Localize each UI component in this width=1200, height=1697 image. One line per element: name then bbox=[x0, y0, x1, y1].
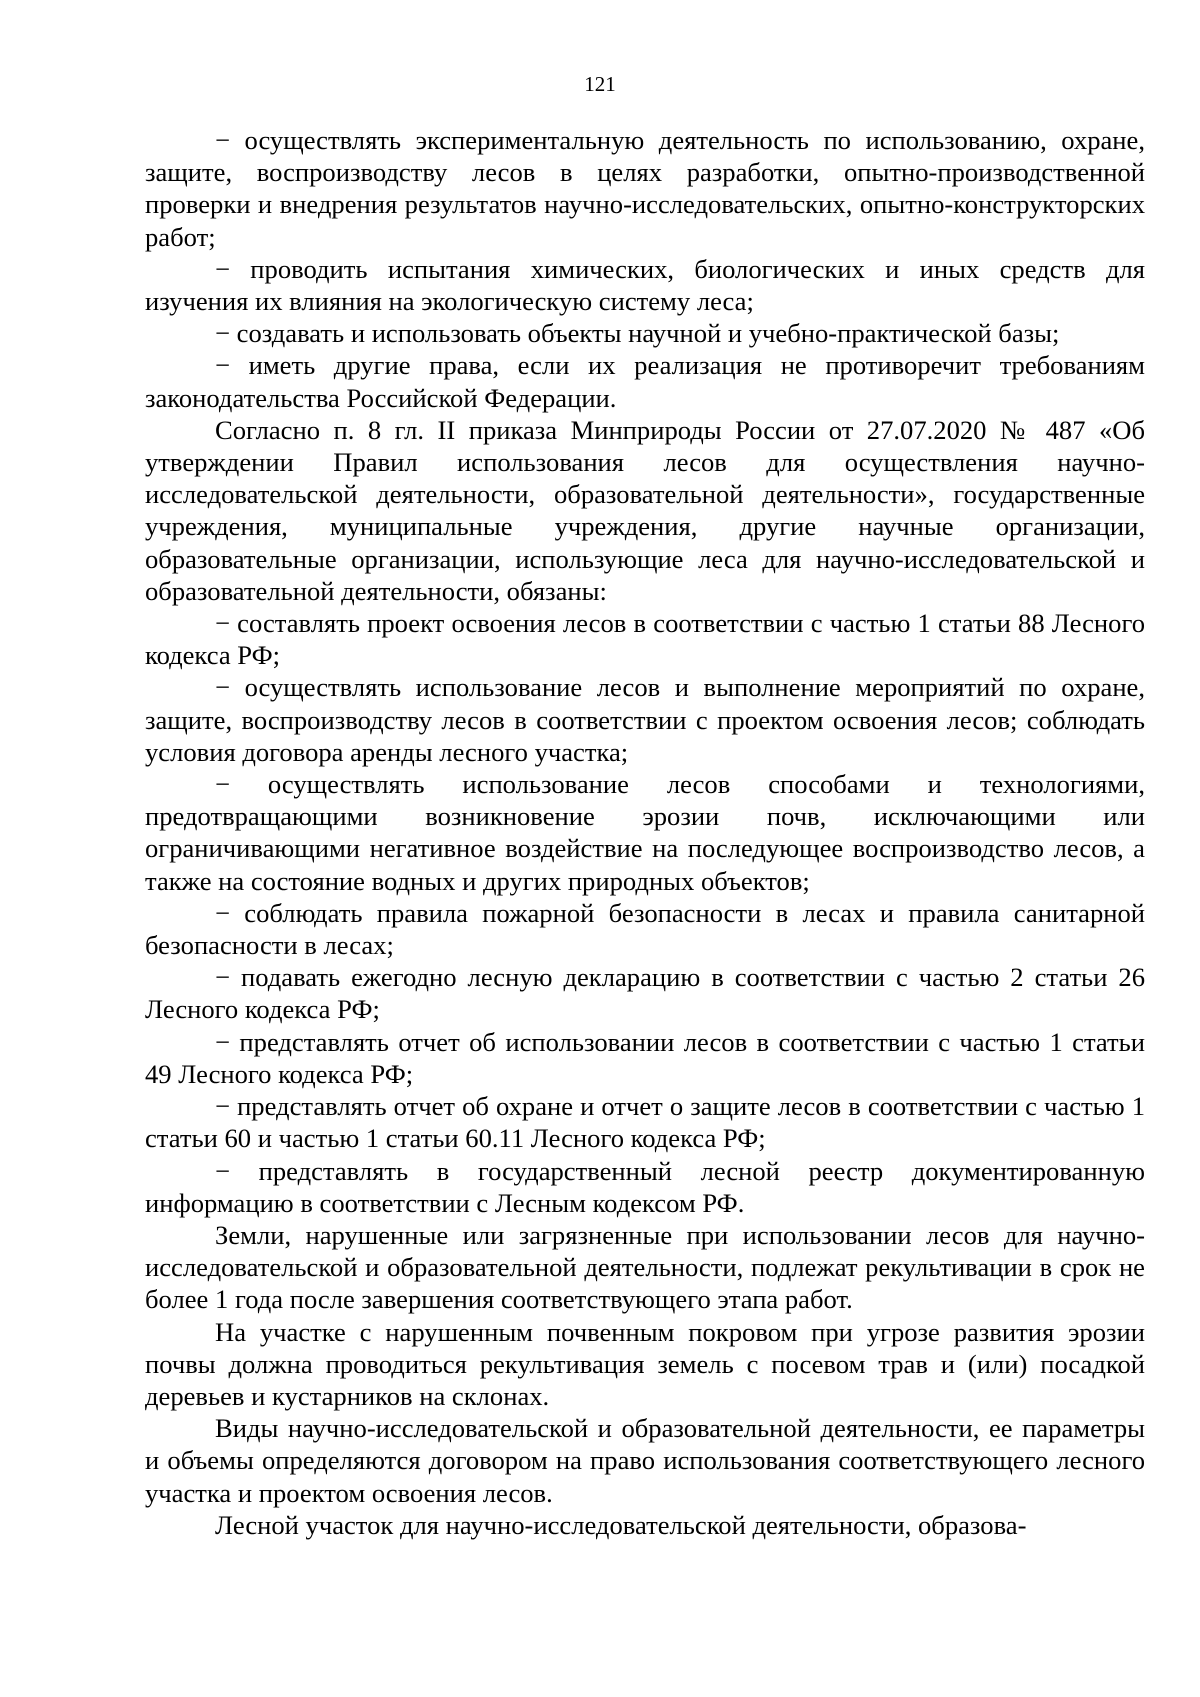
paragraph-9: − соблюдать правила пожарной безопасности в лесах и правила санитарной безопасности в лесах; bbox=[145, 897, 1145, 961]
paragraph-13: − представлять в государственный лесной реестр документированную информацию в соответствии с Лесным кодексом РФ. bbox=[145, 1155, 1145, 1218]
paragraph-3: − создавать и использовать объекты научной и учебно-практической базы; bbox=[215, 318, 1060, 349]
paragraph-1: − осуществлять экспериментальную деятельность по использованию, охране, защите, воспроизводству лесов в целях разработки, опытно-производственной проверки и внедрения результатов научно-исследовательских, опытно-конструкторских работ; bbox=[145, 125, 1145, 252]
page-number: 121 bbox=[584, 72, 616, 96]
paragraph-7: − осуществлять использование лесов и выполнение мероприятий по охране, защите, воспроизводству лесов в соответствии с проектом освоения лесов; соблюдать условия договора аренды лесного участка; bbox=[145, 672, 1145, 767]
paragraph-16: Виды научно-исследовательской и образовательной деятельности, ее параметры и объемы определяются договором на право использования соответствующего лесного участка и проектом освоения лесов. bbox=[145, 1413, 1145, 1508]
paragraph-5: Согласно п. 8 гл. II приказа Минприроды России от 27.07.2020 № 487 «Об утверждении Правил использования лесов для осуществления научно-исследовательской деятельности, образовательной деятельности», государственные учреждения, муниципальные учреждения, другие научные организации, образовательные организации, использующие леса для научно-исследовательской и образовательной деятельности, обязаны: bbox=[145, 414, 1145, 606]
paragraph-14: Земли, нарушенные или загрязненные при использовании лесов для научно-исследовательской и образовательной деятельности, подлежат рекультивации в срок не более 1 года после завершения соответствующего этапа работ. bbox=[145, 1219, 1145, 1315]
paragraph-10: − подавать ежегодно лесную декларацию в соответствии с частью 2 статьи 26 Лесного кодекса РФ; bbox=[145, 962, 1145, 1025]
paragraph-17: Лесной участок для научно-исследовательской деятельности, образова- bbox=[215, 1509, 1027, 1540]
paragraph-6: − составлять проект освоения лесов в соответствии с частью 1 статьи 88 Лесного кодекса РФ; bbox=[145, 608, 1145, 671]
paragraph-11: − представлять отчет об использовании лесов в соответствии с частью 1 статьи 49 Лесного кодекса РФ; bbox=[145, 1026, 1145, 1089]
paragraph-2: − проводить испытания химических, биологических и иных средств для изучения их влияния на экологическую систему леса; bbox=[145, 253, 1145, 317]
paragraph-12: − представлять отчет об охране и отчет о защите лесов в соответствии с частью 1 статьи 60 и частью 1 статьи 60.11 Лесного кодекса РФ; bbox=[145, 1091, 1145, 1154]
paragraph-15: На участке с нарушенным почвенным покровом при угрозе развития эрозии почвы должна проводиться рекультивация земель с посевом трав и (или) посадкой деревьев и кустарников на склонах. bbox=[145, 1316, 1145, 1411]
document-body bbox=[145, 124, 1145, 1541]
paragraph-8: − осуществлять использование лесов способами и технологиями, предотвращающими возникновение эрозии почв, исключающими или ограничивающими негативное воздействие на последующее воспроизводство лесов, а также на состояние водных и других природных объектов; bbox=[145, 769, 1145, 896]
paragraph-4: − иметь другие права, если их реализация не противоречит требованиям законодательства Российской Федерации. bbox=[145, 350, 1145, 413]
